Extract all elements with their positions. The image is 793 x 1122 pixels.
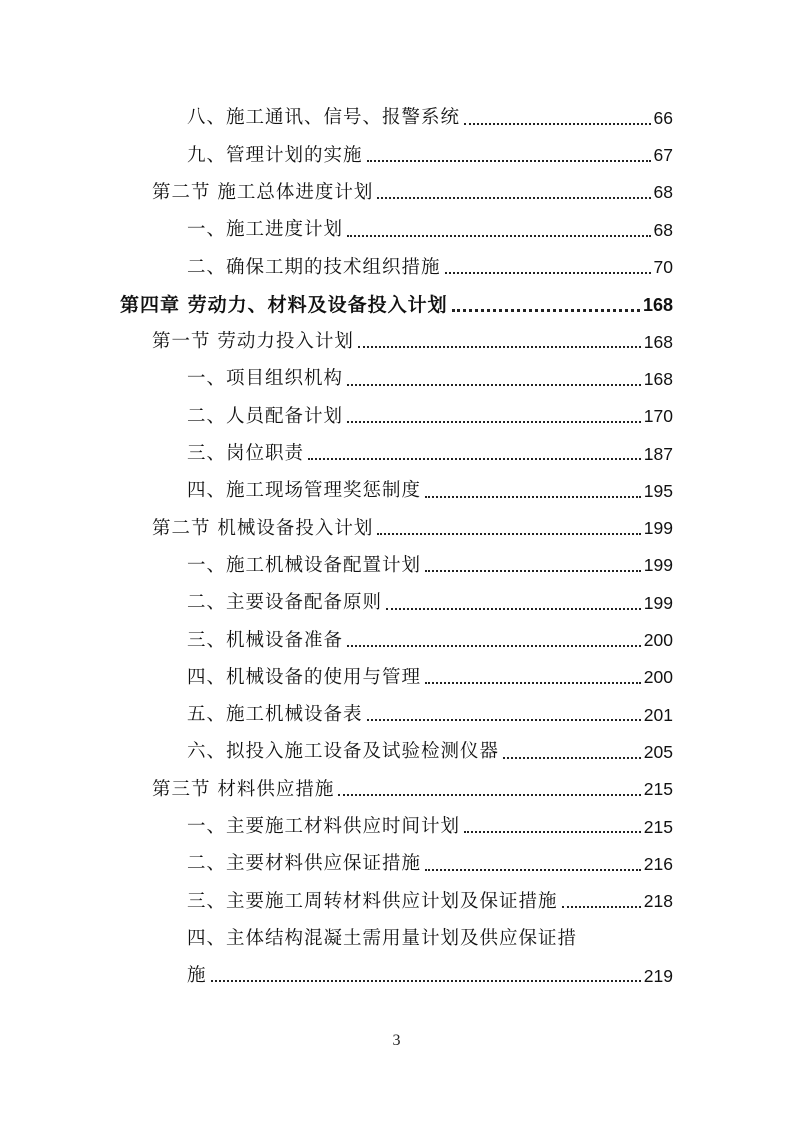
toc-dot-leader <box>425 869 641 871</box>
toc-entry-title: 五、施工机械设备表 <box>187 704 363 726</box>
toc-entry-title: 三、岗位职责 <box>187 443 305 465</box>
toc-chapter-entry[interactable] <box>0 286 793 323</box>
toc-item-entry[interactable] <box>0 809 793 846</box>
toc-item-entry[interactable] <box>0 361 793 398</box>
toc-entry-page-number: 205 <box>643 741 673 762</box>
toc-entry-title: 三、机械设备准备 <box>187 629 344 651</box>
toc-dot-leader <box>367 719 641 721</box>
toc-entry-page-number: 195 <box>643 480 673 501</box>
toc-item-entry[interactable] <box>0 212 793 249</box>
toc-entry-page-number: 215 <box>643 779 673 800</box>
toc-entry-page-number: 218 <box>643 891 673 912</box>
toc-dot-leader <box>347 645 641 647</box>
toc-entry-title: 一、项目组织机构 <box>187 368 344 390</box>
toc-entry-title: 第一节 劳动力投入计划 <box>152 331 354 353</box>
toc-dot-leader <box>347 235 651 237</box>
toc-item-entry[interactable] <box>0 921 793 958</box>
toc-entry-page-number: 200 <box>643 630 673 651</box>
toc-item-entry-continuation[interactable] <box>0 958 793 995</box>
toc-dot-leader <box>347 384 641 386</box>
toc-section-entry[interactable] <box>0 324 793 361</box>
toc-entry-title: 八、施工通讯、信号、报警系统 <box>187 107 461 129</box>
toc-item-entry[interactable] <box>0 659 793 696</box>
toc-item-entry[interactable] <box>0 436 793 473</box>
toc-dot-leader <box>377 197 650 199</box>
toc-dot-leader <box>562 906 641 908</box>
toc-dot-leader <box>503 757 641 759</box>
toc-dot-leader <box>386 608 641 610</box>
toc-entry-page-number: 216 <box>643 853 673 874</box>
toc-entry-page-number: 168 <box>643 368 673 389</box>
toc-entry-page-number: 200 <box>643 667 673 688</box>
toc-item-entry[interactable] <box>0 548 793 585</box>
toc-item-entry[interactable] <box>0 697 793 734</box>
toc-section-entry[interactable] <box>0 510 793 547</box>
toc-item-entry[interactable] <box>0 883 793 920</box>
page-number: 3 <box>392 1032 401 1049</box>
toc-entry-page-number: 68 <box>653 219 673 240</box>
toc-entry-title: 第二节 机械设备投入计划 <box>152 517 374 539</box>
toc-item-entry[interactable] <box>0 734 793 771</box>
toc-entry-page-number: 199 <box>643 592 673 613</box>
toc-entry-page-number: 70 <box>653 257 673 278</box>
toc-entry-page-number: 168 <box>642 295 673 316</box>
toc-dot-leader <box>211 980 641 982</box>
toc-entry-title: 二、人员配备计划 <box>187 405 344 427</box>
toc-entry-title: 一、主要施工材料供应时间计划 <box>187 816 461 838</box>
toc-entry-title: 四、机械设备的使用与管理 <box>187 666 422 688</box>
toc-dot-leader <box>347 421 641 423</box>
toc-dot-leader <box>464 123 651 125</box>
toc-item-entry[interactable] <box>0 137 793 174</box>
toc-entry-title: 四、主体结构混凝土需用量计划及供应保证措 <box>187 927 578 949</box>
toc-item-entry[interactable] <box>0 846 793 883</box>
toc-entry-title: 四、施工现场管理奖惩制度 <box>187 480 422 502</box>
table-of-contents <box>0 100 793 995</box>
toc-entry-page-number: 187 <box>643 443 673 464</box>
toc-dot-leader <box>464 831 641 833</box>
toc-entry-title: 二、主要材料供应保证措施 <box>187 853 422 875</box>
toc-entry-page-number: 67 <box>653 145 673 166</box>
toc-entry-title: 一、施工机械设备配置计划 <box>187 554 422 576</box>
toc-dot-leader <box>308 458 641 460</box>
toc-entry-page-number: 68 <box>653 182 673 203</box>
toc-item-entry[interactable] <box>0 249 793 286</box>
toc-entry-title: 第三节 材料供应措施 <box>152 778 335 800</box>
toc-item-entry[interactable] <box>0 585 793 622</box>
toc-dot-leader <box>425 682 641 684</box>
toc-item-entry[interactable] <box>0 100 793 137</box>
toc-entry-title: 九、管理计划的实施 <box>187 144 363 166</box>
toc-entry-page-number: 215 <box>643 816 673 837</box>
toc-dot-leader <box>367 160 651 162</box>
toc-dot-leader <box>338 794 640 796</box>
toc-entry-page-number: 219 <box>643 965 673 986</box>
toc-entry-page-number: 66 <box>653 107 673 128</box>
toc-entry-title: 二、主要设备配备原则 <box>187 592 383 614</box>
toc-entry-title: 第二节 施工总体进度计划 <box>152 181 374 203</box>
toc-entry-title: 六、拟投入施工设备及试验检测仪器 <box>187 741 500 763</box>
toc-item-entry[interactable] <box>0 622 793 659</box>
toc-section-entry[interactable] <box>0 175 793 212</box>
toc-entry-title: 第四章 劳动力、材料及设备投入计划 <box>120 293 448 316</box>
toc-dot-leader <box>445 272 651 274</box>
toc-entry-title: 一、施工进度计划 <box>187 219 344 241</box>
toc-entry-page-number: 168 <box>643 331 673 352</box>
toc-item-entry[interactable] <box>0 398 793 435</box>
toc-entry-page-number: 201 <box>643 704 673 725</box>
toc-entry-page-number: 170 <box>643 406 673 427</box>
toc-dot-leader <box>425 570 641 572</box>
toc-entry-title: 施 <box>187 965 207 987</box>
toc-item-entry[interactable] <box>0 473 793 510</box>
toc-entry-title: 二、确保工期的技术组织措施 <box>187 256 441 278</box>
toc-entry-page-number: 199 <box>643 555 673 576</box>
toc-entry-title: 三、主要施工周转材料供应计划及保证措施 <box>187 890 558 912</box>
toc-entry-page-number: 199 <box>643 518 673 539</box>
toc-section-entry[interactable] <box>0 771 793 808</box>
toc-dot-leader <box>452 309 640 312</box>
toc-dot-leader <box>358 346 641 348</box>
toc-dot-leader <box>377 533 640 535</box>
toc-dot-leader <box>425 496 641 498</box>
